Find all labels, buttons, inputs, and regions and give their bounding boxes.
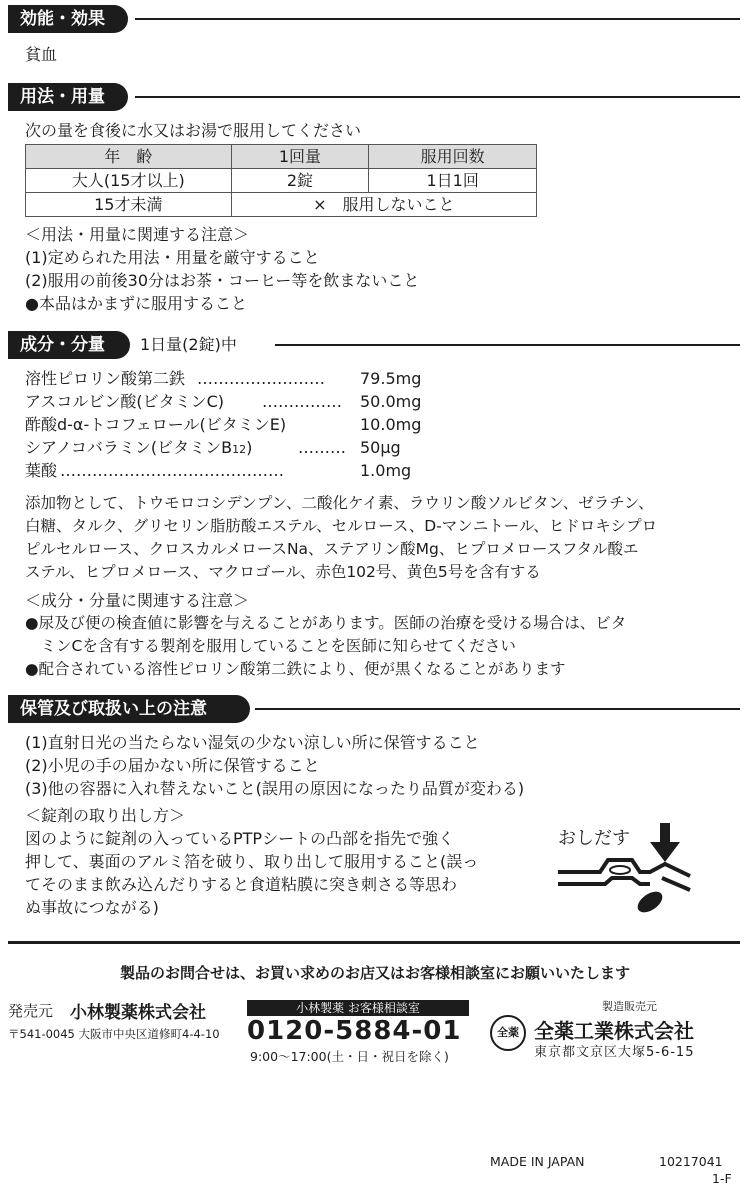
ingredients-subtitle: 1日量(2錠)中 bbox=[140, 335, 237, 354]
consult-hours: 9:00〜17:00(土・日・祝日を除く) bbox=[250, 1049, 449, 1064]
table-cell: 大人(15才以上) bbox=[26, 169, 232, 193]
section-header-storage: 保管及び取扱い上の注意 bbox=[8, 695, 250, 723]
maker-name: 全薬工業株式会社 bbox=[534, 1019, 694, 1043]
table-cell: × 服用しないこと bbox=[231, 193, 536, 217]
usage-note: (2)服用の前後30分はお茶・コーヒー等を飲まないこと bbox=[25, 271, 420, 290]
ingredients-note: ●配合されている溶性ピロリン酸第二鉄により、便が黒くなることがあります bbox=[25, 660, 566, 678]
ingredient-dots: …………… bbox=[262, 392, 342, 411]
table-header-dose: 1回量 bbox=[231, 145, 369, 169]
additives-line: ピルセルロース、クロスカルメロースNa、ステアリン酸Mg、ヒプロメロースフタル酸エ bbox=[25, 540, 639, 558]
phone-number: 0120-5884-01 bbox=[247, 1016, 462, 1046]
consult-label: 小林製薬 お客様相談室 bbox=[247, 1000, 469, 1016]
ingredient-name-end: ) bbox=[246, 438, 253, 457]
additives-line: 添加物として、トウモロコシデンプン、二酸化ケイ素、ラウリン酸ソルビタン、ゼラチン、 bbox=[25, 494, 654, 512]
removal-title: ＜錠剤の取り出し方＞ bbox=[25, 806, 186, 825]
ingredient-amount: 79.5mg bbox=[360, 369, 422, 388]
ingredient-amount: 50.0mg bbox=[360, 392, 422, 411]
ingredients-note: ●尿及び便の検査値に影響を与えることがあります。医師の治療を受ける場合は、ビタ bbox=[25, 614, 627, 632]
section-header-ingredients: 成分・分量 bbox=[8, 331, 130, 359]
ingredient-dots: ……… bbox=[298, 438, 346, 457]
footer-rule bbox=[8, 941, 740, 944]
header-rule bbox=[135, 18, 740, 20]
diagram-label: おしだす bbox=[558, 828, 630, 849]
dosage-table bbox=[25, 144, 537, 217]
ingredient-dots: …………………………………… bbox=[60, 461, 284, 480]
tablet-icon bbox=[634, 887, 666, 916]
removal-line: ぬ事故につながる) bbox=[25, 898, 159, 917]
removal-line: 押して、裏面のアルミ箔を破り、取り出して服用すること(誤っ bbox=[25, 852, 479, 871]
additives-line: 白糖、タルク、グリセリン脂肪酸エステル、セルロース、D-マンニトール、ヒドロキシプロ bbox=[25, 517, 658, 535]
down-arrow-icon bbox=[650, 823, 680, 862]
ingredient-name: 葉酸 bbox=[25, 461, 58, 480]
removal-line: てそのまま飲み込んだりすると食道粘膜に突き刺さる等思わ bbox=[25, 875, 458, 894]
maker-logo: 全薬 bbox=[490, 1015, 526, 1051]
ingredients-note: ミンCを含有する製剤を服用していることを医師に知らせてください bbox=[25, 637, 516, 655]
seller-name: 小林製薬株式会社 bbox=[70, 1003, 206, 1023]
ptp-push-diagram bbox=[550, 820, 700, 920]
maker-label: 製造販売元 bbox=[602, 1000, 657, 1013]
revision: 1-F bbox=[712, 1171, 732, 1186]
product-code: 10217041 bbox=[659, 1154, 723, 1169]
header-rule bbox=[135, 96, 740, 98]
header-rule bbox=[255, 708, 740, 710]
inquiry-text: 製品のお問合せは、お買い求めのお店又はお客様相談室にお願いいたします bbox=[119, 964, 630, 982]
section-header-efficacy: 効能・効果 bbox=[8, 5, 128, 33]
usage-note: (1)定められた用法・用量を厳守すること bbox=[25, 248, 320, 267]
table-cell: 2錠 bbox=[231, 169, 369, 193]
ingredient-name: 溶性ピロリン酸第二鉄 bbox=[25, 369, 186, 388]
usage-intro: 次の量を食後に水又はお湯で服用してください bbox=[25, 121, 362, 140]
ingredient-amount: 50μg bbox=[360, 438, 401, 457]
ingredient-amount: 1.0mg bbox=[360, 461, 412, 480]
seller-address: 〒541-0045 大阪市中央区道修町4-4-10 bbox=[8, 1027, 220, 1041]
table-cell: 15才未満 bbox=[26, 193, 232, 217]
additives-line: ステル、ヒプロメロース、マクロゴール、赤色102号、黄色5号を含有する bbox=[25, 563, 541, 581]
ingredient-name bbox=[25, 437, 252, 461]
table-cell: 1日1回 bbox=[369, 169, 537, 193]
storage-note: (3)他の容器に入れ替えないこと(誤用の原因になったり品質が変わる) bbox=[25, 779, 525, 798]
efficacy-text: 貧血 bbox=[25, 45, 58, 64]
table-header-times: 服用回数 bbox=[369, 145, 537, 169]
section-header-usage: 用法・用量 bbox=[8, 83, 128, 111]
subscript: 12 bbox=[232, 443, 247, 456]
ingredients-notes-title: ＜成分・分量に関連する注意＞ bbox=[25, 591, 250, 610]
ingredient-amount: 10.0mg bbox=[360, 415, 422, 434]
table-header-age: 年 齢 bbox=[26, 145, 232, 169]
storage-note: (2)小児の手の届かない所に保管すること bbox=[25, 756, 320, 775]
usage-note: ●本品はかまずに服用すること bbox=[25, 294, 247, 313]
seller-label: 発売元 bbox=[8, 1002, 54, 1020]
ingredient-name-main: シアノコバラミン(ビタミンB bbox=[25, 438, 233, 457]
maker-address: 東京都文京区大塚5-6-15 bbox=[534, 1045, 695, 1060]
usage-notes-title: ＜用法・用量に関連する注意＞ bbox=[25, 225, 250, 244]
ptp-sheet-icon bbox=[558, 860, 690, 890]
ingredient-dots: …………………… bbox=[197, 369, 325, 388]
ingredient-name: 酢酸d-α-トコフェロール(ビタミンE) bbox=[25, 415, 287, 434]
made-in: MADE IN JAPAN bbox=[490, 1154, 585, 1169]
header-rule bbox=[275, 344, 740, 346]
ingredient-name: アスコルビン酸(ビタミンC) bbox=[25, 392, 225, 411]
removal-line: 図のように錠剤の入っているPTPシートの凸部を指先で強く bbox=[25, 829, 455, 848]
storage-note: (1)直射日光の当たらない湿気の少ない涼しい所に保管すること bbox=[25, 733, 480, 752]
